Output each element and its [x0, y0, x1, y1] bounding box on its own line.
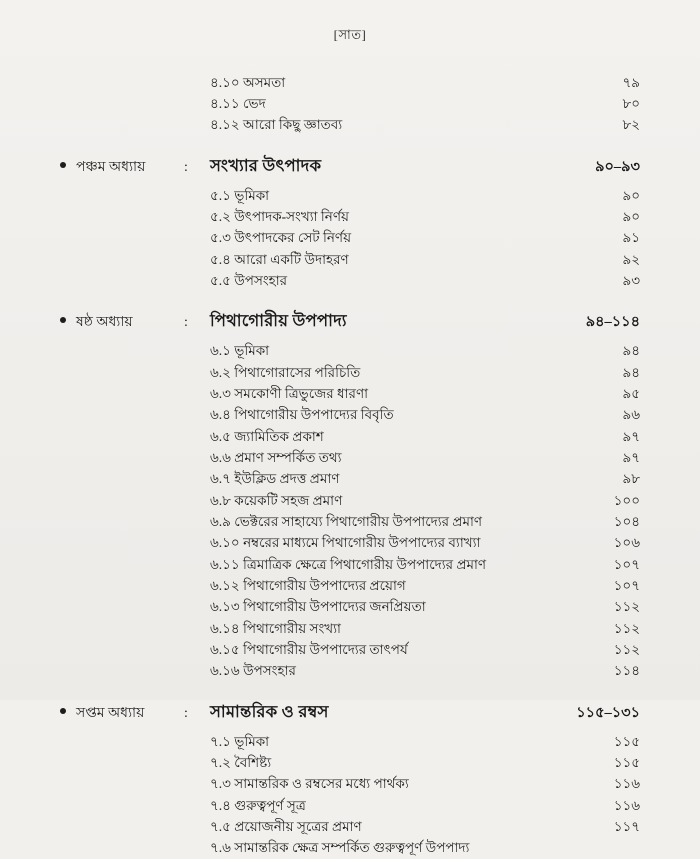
list-item [60, 837, 644, 858]
list-item [60, 340, 644, 361]
entry-title: ৬.২ পিথাগোরাসের পরিচিতি [210, 364, 361, 380]
chapter-label: ষষ্ঠ অধ্যায় [76, 315, 133, 331]
entry-page: ৮০ [622, 95, 640, 111]
list-item [60, 404, 644, 425]
list-item [60, 773, 644, 794]
entry-page: ৯১ [622, 230, 640, 246]
entry-page: ১১২ [613, 599, 640, 615]
list-item [60, 596, 644, 617]
chapter-title: সামান্তরিক ও রম্বস [210, 701, 329, 721]
entry-page: ৯৪ [622, 343, 640, 359]
chapter-colon: : [184, 705, 188, 721]
entry-page: ৯০ [622, 187, 640, 203]
entry-title: ৬.৭ ইউক্লিড প্রদত্ত প্রমাণ [210, 471, 340, 487]
entry-title: ৪.১০ অসমতা [210, 75, 286, 90]
list-item [60, 115, 644, 136]
chapter-entries [60, 731, 644, 859]
entry-page: ১০৪ [613, 514, 640, 530]
entry-title: ৬.৮ কয়েকটি সহজ প্রমাণ [210, 492, 343, 508]
chapter-pages: ৯০–৯৩ [595, 158, 640, 175]
page-marker: [সাত] [333, 27, 367, 42]
list-item [60, 639, 644, 660]
entry-page: ৯৫ [622, 386, 640, 402]
entry-title: ৬.১৫ পিথাগোরীয় উপপাদ্যের তাৎপর্য [210, 642, 408, 657]
entry-title: ৫.৫ উপসংহার [210, 273, 288, 289]
list-item [60, 660, 644, 681]
entry-page: ৯৭ [622, 450, 640, 466]
entry-page: ১১৬ [613, 776, 640, 792]
entry-title: ৬.৬ প্রমাণ সম্পর্কিত তথ্য [210, 450, 342, 466]
entry-title: ৬.১০ নম্বরের মাধ্যমে পিথাগোরীয় উপপাদ্যের ব্যাখ্যা [210, 535, 481, 551]
entry-title: ৬.১৩ পিথাগোরীয় উপপাদ্যের জনপ্রিয়তা [210, 599, 426, 615]
list-item [60, 490, 644, 511]
list-item [60, 185, 644, 206]
entry-page: ১১৭ [613, 818, 640, 834]
list-item [60, 73, 644, 94]
entry-title: ৪.১১ ভেদ [210, 95, 266, 111]
list-item [60, 94, 644, 115]
list-item [60, 618, 644, 639]
continued-entries [60, 73, 644, 136]
chapter-heading [60, 153, 644, 180]
chapter-colon: : [184, 159, 188, 175]
entry-title: ৬.১৬ উপসংহার [210, 663, 296, 679]
contents-list [0, 73, 700, 859]
entry-page: ১০০ [613, 492, 640, 508]
entry-page: ৯৭ [622, 428, 640, 444]
chapter-pages: ৯৪–১১৪ [585, 314, 640, 331]
entry-title: ৭.২ বৈশিষ্ট্য [210, 754, 272, 770]
bullet-icon [60, 709, 76, 717]
entry-page: ৯৬ [622, 407, 640, 423]
list-item [60, 227, 644, 248]
list-item [60, 426, 644, 447]
entry-title: ৬.৫ জ্যামিতিক প্রকাশ [210, 428, 324, 444]
list-item [60, 731, 644, 752]
entry-page: ১১৪ [613, 663, 640, 679]
list-item [60, 249, 644, 270]
list-item [60, 532, 644, 553]
entry-page: ৯৮ [622, 471, 640, 487]
entry-title: ৫.১ ভূমিকা [210, 187, 270, 203]
chapter-pages: ১১৫–১৩১ [576, 704, 640, 721]
entry-title: ৭.৩ সামান্তরিক ও রম্বসের মধ্যে পার্থক্য [210, 776, 409, 792]
entry-page: ৭৯ [622, 75, 640, 90]
list-item [60, 795, 644, 816]
entry-page: ১১৫ [613, 733, 640, 749]
entry-title: ৬.১২ পিথাগোরীয় উপপাদ্যের প্রয়োগ [210, 578, 406, 594]
chapter-label: সপ্তম অধ্যায় [76, 705, 145, 721]
list-item [60, 447, 644, 468]
list-item [60, 816, 644, 837]
entry-page: ৯৩ [622, 273, 640, 289]
entry-title: ৫.৩ উৎপাদকের সেট নির্ণয় [210, 230, 352, 246]
chapter-heading [60, 308, 644, 335]
list-item [60, 554, 644, 575]
entry-title: ৭.৫ প্রয়োজনীয় সূত্রের প্রমাণ [210, 818, 362, 834]
chapter-title: সংখ্যার উৎপাদক [210, 155, 322, 175]
list-item [60, 752, 644, 773]
entry-page: ৯৪ [622, 364, 640, 380]
entry-title: ৫.২ উৎপাদক-সংখ্যা নির্ণয় [210, 209, 349, 225]
entry-title: ৫.৪ আরো একটি উদাহরণ [210, 251, 349, 267]
list-item [60, 575, 644, 596]
chapter-entries [60, 185, 644, 292]
chapter-colon: : [184, 315, 188, 331]
entry-page: ৯০ [622, 209, 640, 225]
entry-title: ৭.১ ভূমিকা [210, 733, 270, 749]
entry-title: ৬.১১ ত্রিমাত্রিক ক্ষেত্রে পিথাগোরীয় উপপাদ্যের প্রমাণ [210, 556, 487, 572]
entry-page: ১০৭ [613, 578, 640, 594]
entry-page: ৮২ [622, 116, 640, 132]
list-item [60, 383, 644, 404]
chapter-title: পিথাগোরীয় উপপাদ্য [210, 311, 347, 331]
entry-page: ১১২ [613, 642, 640, 657]
entry-page: ৯২ [622, 251, 640, 267]
entry-page: ১০৬ [613, 535, 640, 551]
entry-title: ৬.১ ভূমিকা [210, 343, 270, 359]
list-item [60, 511, 644, 532]
entry-title: ৬.৪ পিথাগোরীয় উপপাদ্যের বিবৃতি [210, 407, 394, 423]
entry-page: ১০৭ [613, 556, 640, 572]
chapter-entries [60, 340, 644, 681]
list-item [60, 206, 644, 227]
entry-title: ৬.১৪ পিথাগোরীয় সংখ্যা [210, 620, 341, 636]
list-item [60, 362, 644, 383]
entry-title: ৬.৯ ভেক্টরের সাহায্যে পিথাগোরীয় উপপাদ্যের প্রমাণ [210, 514, 483, 530]
entry-page: ১১৬ [613, 797, 640, 813]
chapter-label: পঞ্চম অধ্যায় [76, 159, 146, 175]
entry-title: ৬.৩ সমকোণী ত্রিভুজের ধারণা [210, 386, 369, 402]
entry-title: ৭.৬ সামান্তরিক ক্ষেত্র সম্পর্কিত গুরুত্বপূর্ণ উপপাদ্য [210, 840, 470, 856]
list-item [60, 468, 644, 489]
bullet-icon [60, 318, 76, 326]
chapter-heading [60, 699, 644, 726]
bullet-icon [60, 163, 76, 171]
entry-title: ৪.১২ আরো কিছু জ্ঞাতব্য [210, 116, 343, 132]
list-item [60, 270, 644, 291]
entry-page: ১১২ [613, 620, 640, 636]
entry-page: ১১৫ [613, 754, 640, 770]
entry-title: ৭.৪ গুরুত্বপূর্ণ সূত্র [210, 797, 306, 813]
